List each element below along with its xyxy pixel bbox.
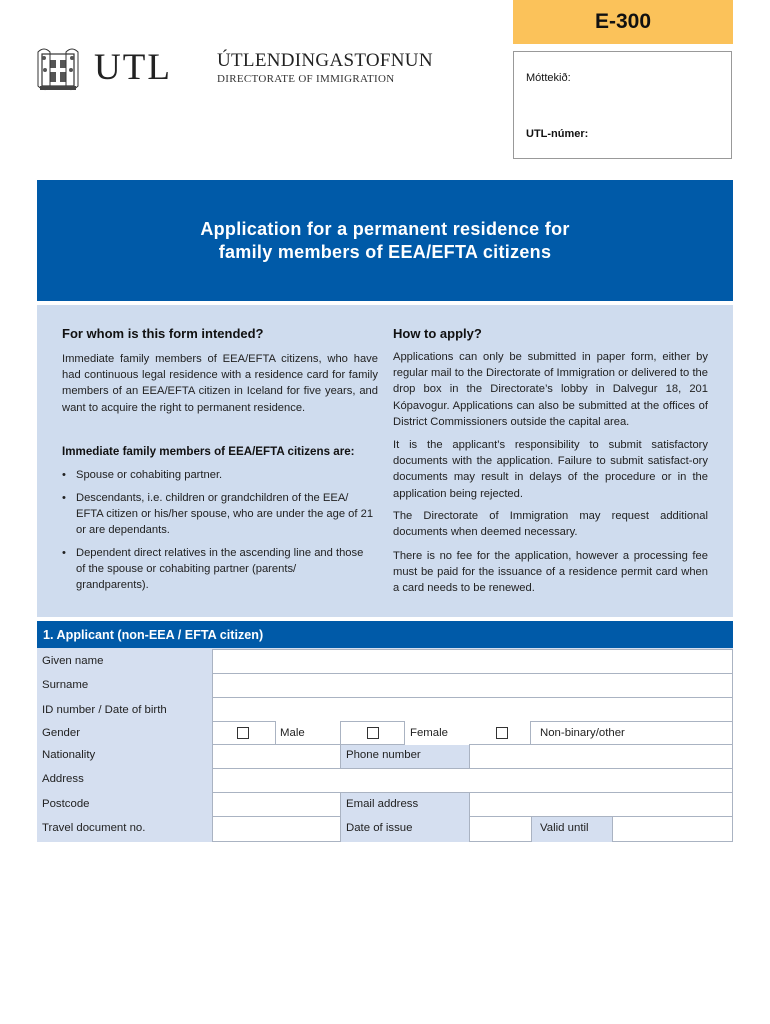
logo-abbr: UTL <box>94 47 172 88</box>
address-field[interactable] <box>212 768 733 793</box>
surname-label: Surname <box>42 679 89 691</box>
valid-until-label: Valid until <box>540 822 589 834</box>
applicant-section-heading: 1. Applicant (non-EEA / EFTA citizen) <box>37 621 733 648</box>
given-name-label: Given name <box>42 655 104 667</box>
valid-until-field[interactable] <box>612 816 733 842</box>
utl-number-label: UTL-númer: <box>526 128 589 140</box>
phone-field[interactable] <box>469 744 733 769</box>
family-subheading: Immediate family members of EEA/EFTA citizens are: <box>62 445 355 458</box>
surname-field[interactable] <box>212 673 733 698</box>
bullet-item: • Descendants, i.e. children or grandchildren of the EEA/ EFTA citizen or his/her spouse, who are under the age of 21 or are dependants. <box>62 490 376 539</box>
address-label: Address <box>42 773 84 785</box>
id-dob-field[interactable] <box>212 697 733 722</box>
org-subtitle: DIRECTORATE OF IMMIGRATION <box>217 73 395 85</box>
email-field[interactable] <box>469 792 733 817</box>
received-label: Móttekið: <box>526 72 571 84</box>
bullet-item: • Spouse or cohabiting partner. <box>62 467 376 483</box>
travel-document-field[interactable] <box>212 816 341 842</box>
org-name: ÚTLENDINGASTOFNUN <box>217 50 433 71</box>
postcode-field[interactable] <box>212 792 341 817</box>
how-paragraph: It is the applicant’s responsibility to submit satisfactory documents with the application. Failure to submit satisfact-ory documents may result in delays of the procedure or in the application being rejected. <box>393 439 708 500</box>
male-checkbox[interactable] <box>237 727 249 739</box>
nationality-field[interactable] <box>212 744 341 769</box>
travel-document-label: Travel document no. <box>42 822 146 834</box>
intended-heading: For whom is this form intended? <box>62 326 264 341</box>
female-checkbox[interactable] <box>367 727 379 739</box>
how-paragraph: The Directorate of Immigration may request additional documents when deemed necessary. <box>393 510 708 539</box>
how-paragraph: There is no fee for the application, however a processing fee must be paid for the issuance of a residence permit card when a card needs to be renewed. <box>393 550 708 595</box>
female-label: Female <box>410 727 448 739</box>
coat-of-arms-icon <box>36 46 80 92</box>
nonbinary-checkbox[interactable] <box>496 727 508 739</box>
phone-label: Phone number <box>346 749 421 761</box>
id-dob-label: ID number / Date of birth <box>42 704 167 716</box>
bullet-item: • Dependent direct relatives in the ascending line and those of the spouse or cohabiting partner (parents/ grandparents). <box>62 545 364 594</box>
info-panel <box>37 305 733 617</box>
given-name-field[interactable] <box>212 649 733 674</box>
date-of-issue-field[interactable] <box>469 816 532 842</box>
gender-label: Gender <box>42 727 80 739</box>
form-code: E-300 <box>513 0 733 44</box>
title-band <box>37 180 733 301</box>
email-label: Email address <box>346 798 419 810</box>
male-label: Male <box>280 727 305 739</box>
title-line-1: Application for a permanent residence for <box>200 218 570 239</box>
date-of-issue-label: Date of issue <box>346 822 413 834</box>
nonbinary-label: Non-binary/other <box>540 727 625 739</box>
office-use-box <box>513 51 732 159</box>
nationality-label: Nationality <box>42 749 96 761</box>
how-paragraph: Applications can only be submitted in paper form, either by regular mail to the Directorate of Immigration or delivered to the drop box in the Directorate’s lobby in Dalvegur 18, 201 Kópavogur. Applications can also be submitted at the offices of District Commissioners outside the capital area. <box>393 351 708 428</box>
title-line-2: family members of EEA/EFTA citizens <box>218 241 552 262</box>
intended-body: Immediate family members of EEA/EFTA citizens, who have had continuous legal residence with a residence card for family members of an EEA/EFTA citizen in Iceland for five years, and want to acquire the right to permanent residence. <box>62 353 378 414</box>
how-heading: How to apply? <box>393 326 482 341</box>
postcode-label: Postcode <box>42 798 90 810</box>
